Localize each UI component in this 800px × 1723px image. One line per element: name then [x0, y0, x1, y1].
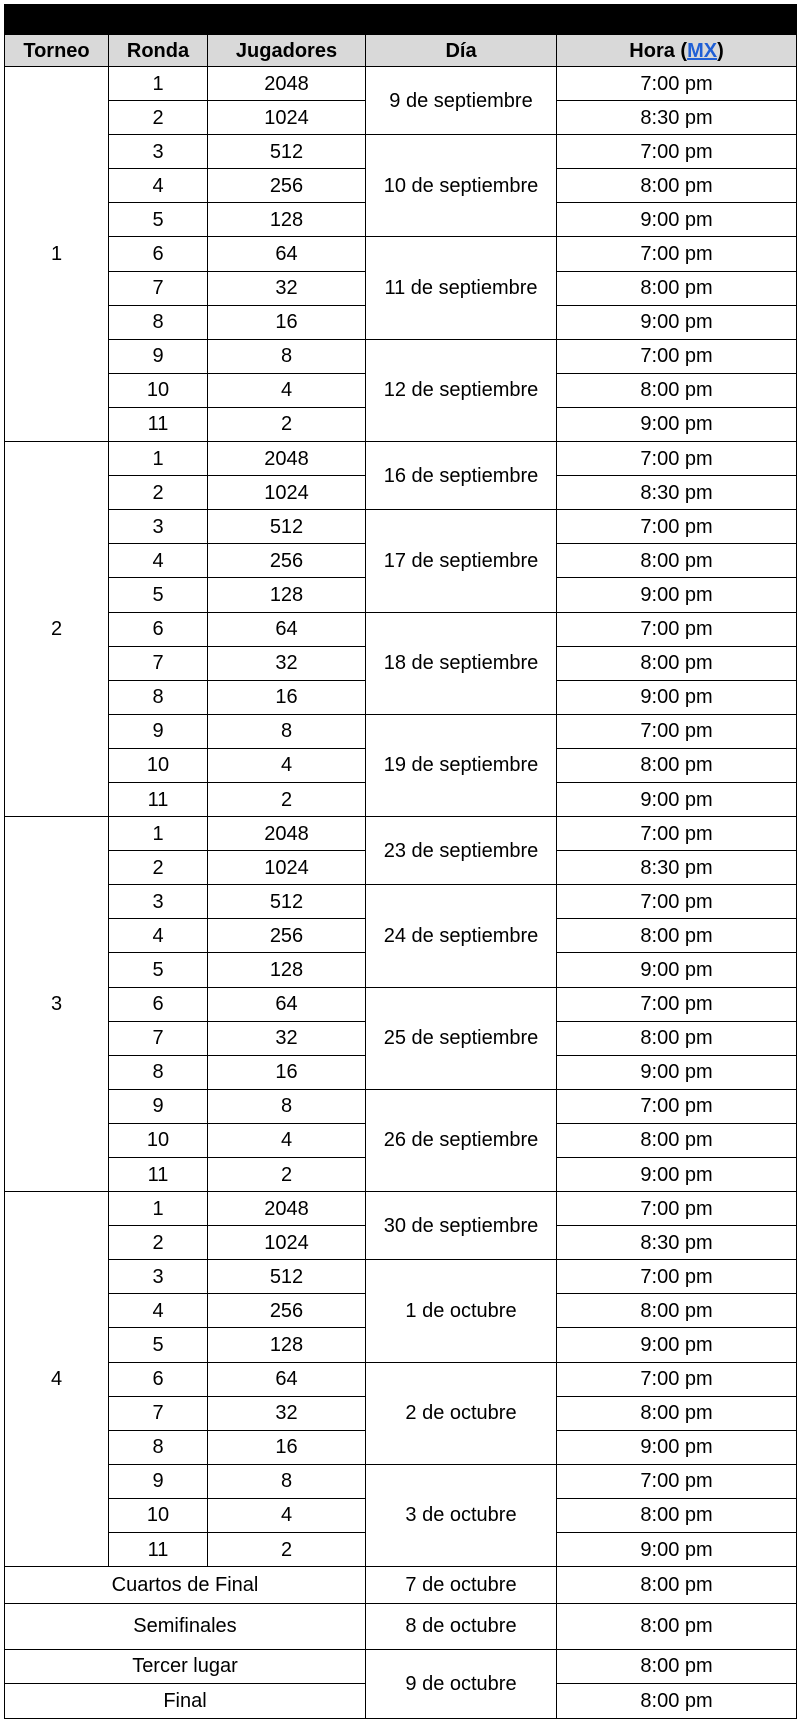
ronda-cell: 1 — [109, 67, 208, 101]
hora-cell: 8:00 pm — [557, 1649, 797, 1684]
hora-cell: 7:00 pm — [557, 1089, 797, 1123]
ronda-cell: 3 — [109, 885, 208, 919]
dia-cell: 25 de septiembre — [366, 987, 557, 1089]
jugadores-cell: 512 — [208, 510, 366, 544]
table-row — [5, 1603, 797, 1649]
header-torneo: Torneo — [5, 35, 109, 67]
hora-cell: 8:00 pm — [557, 1123, 797, 1157]
hora-cell: 7:00 pm — [557, 817, 797, 851]
dia-cell: 16 de septiembre — [366, 442, 557, 510]
hora-cell: 9:00 pm — [557, 1328, 797, 1362]
schedule-body — [5, 67, 797, 1719]
fase-cell: Cuartos de Final — [5, 1567, 366, 1604]
dia-cell: 9 de septiembre — [366, 67, 557, 135]
ronda-cell: 2 — [109, 476, 208, 510]
dia-cell: 3 de octubre — [366, 1464, 557, 1566]
table-row — [5, 237, 797, 271]
table-row — [5, 612, 797, 646]
fase-cell: Tercer lugar — [5, 1649, 366, 1684]
jugadores-cell: 256 — [208, 544, 366, 578]
fase-cell: Semifinales — [5, 1603, 366, 1649]
jugadores-cell: 64 — [208, 237, 366, 271]
hora-cell: 8:00 pm — [557, 1567, 797, 1604]
hora-cell: 9:00 pm — [557, 953, 797, 987]
jugadores-cell: 128 — [208, 1328, 366, 1362]
hora-cell: 8:00 pm — [557, 169, 797, 203]
jugadores-cell: 32 — [208, 1396, 366, 1430]
jugadores-cell: 64 — [208, 987, 366, 1021]
ronda-cell: 4 — [109, 1294, 208, 1328]
torneo-cell: 4 — [5, 1192, 109, 1567]
table-row — [5, 1260, 797, 1294]
dia-cell: 7 de octubre — [366, 1567, 557, 1604]
table-title-bar — [5, 5, 797, 35]
schedule-table — [4, 4, 797, 1719]
ronda-cell: 2 — [109, 101, 208, 135]
hora-cell: 8:00 pm — [557, 748, 797, 782]
ronda-cell: 8 — [109, 305, 208, 339]
ronda-cell: 10 — [109, 1123, 208, 1157]
hora-cell: 7:00 pm — [557, 714, 797, 748]
jugadores-cell: 8 — [208, 339, 366, 373]
ronda-cell: 4 — [109, 544, 208, 578]
table-row — [5, 987, 797, 1021]
hora-cell: 8:30 pm — [557, 851, 797, 885]
table-row — [5, 1089, 797, 1123]
hora-cell: 7:00 pm — [557, 135, 797, 169]
hora-cell: 7:00 pm — [557, 1192, 797, 1226]
table-row — [5, 1649, 797, 1684]
jugadores-cell: 1024 — [208, 101, 366, 135]
jugadores-cell: 4 — [208, 373, 366, 407]
jugadores-cell: 512 — [208, 1260, 366, 1294]
table-row — [5, 442, 797, 476]
ronda-cell: 9 — [109, 1464, 208, 1498]
hora-cell: 9:00 pm — [557, 782, 797, 816]
header-ronda: Ronda — [109, 35, 208, 67]
hora-cell: 9:00 pm — [557, 1055, 797, 1089]
hora-cell: 7:00 pm — [557, 339, 797, 373]
jugadores-cell: 4 — [208, 748, 366, 782]
ronda-cell: 7 — [109, 646, 208, 680]
ronda-cell: 9 — [109, 714, 208, 748]
jugadores-cell: 2048 — [208, 67, 366, 101]
jugadores-cell: 256 — [208, 919, 366, 953]
jugadores-cell: 4 — [208, 1123, 366, 1157]
hora-cell: 9:00 pm — [557, 1158, 797, 1192]
ronda-cell: 6 — [109, 237, 208, 271]
hora-cell: 8:30 pm — [557, 101, 797, 135]
ronda-cell: 3 — [109, 510, 208, 544]
ronda-cell: 5 — [109, 953, 208, 987]
ronda-cell: 2 — [109, 1226, 208, 1260]
ronda-cell: 4 — [109, 169, 208, 203]
jugadores-cell: 64 — [208, 612, 366, 646]
dia-cell: 18 de septiembre — [366, 612, 557, 714]
hora-cell: 8:30 pm — [557, 1226, 797, 1260]
ronda-cell: 6 — [109, 612, 208, 646]
hora-cell: 7:00 pm — [557, 237, 797, 271]
dia-cell: 30 de septiembre — [366, 1192, 557, 1260]
ronda-cell: 8 — [109, 1430, 208, 1464]
jugadores-cell: 16 — [208, 1430, 366, 1464]
hora-cell: 8:30 pm — [557, 476, 797, 510]
ronda-cell: 4 — [109, 919, 208, 953]
ronda-cell: 11 — [109, 1158, 208, 1192]
jugadores-cell: 2048 — [208, 817, 366, 851]
table-row — [5, 885, 797, 919]
header-hora — [557, 35, 797, 67]
hora-cell: 8:00 pm — [557, 271, 797, 305]
ronda-cell: 10 — [109, 1498, 208, 1532]
hora-cell: 9:00 pm — [557, 680, 797, 714]
table-title-row — [5, 5, 797, 35]
ronda-cell: 10 — [109, 748, 208, 782]
table-row — [5, 817, 797, 851]
dia-cell: 2 de octubre — [366, 1362, 557, 1464]
ronda-cell: 7 — [109, 271, 208, 305]
jugadores-cell: 32 — [208, 1021, 366, 1055]
jugadores-cell: 512 — [208, 135, 366, 169]
jugadores-cell: 16 — [208, 305, 366, 339]
ronda-cell: 10 — [109, 373, 208, 407]
table-row — [5, 510, 797, 544]
table-row — [5, 339, 797, 373]
header-dia: Día — [366, 35, 557, 67]
table-row — [5, 1362, 797, 1396]
dia-cell: 24 de septiembre — [366, 885, 557, 987]
ronda-cell: 1 — [109, 817, 208, 851]
table-row — [5, 1567, 797, 1604]
header-hora-suffix: ) — [717, 39, 724, 62]
hora-cell: 7:00 pm — [557, 1464, 797, 1498]
jugadores-cell: 2 — [208, 407, 366, 441]
ronda-cell: 5 — [109, 1328, 208, 1362]
hora-cell: 7:00 pm — [557, 987, 797, 1021]
jugadores-cell: 2 — [208, 1533, 366, 1567]
jugadores-cell: 512 — [208, 885, 366, 919]
fase-cell: Final — [5, 1684, 366, 1719]
hora-cell: 7:00 pm — [557, 1362, 797, 1396]
hora-cell: 8:00 pm — [557, 1498, 797, 1532]
ronda-cell: 7 — [109, 1021, 208, 1055]
table-row — [5, 1192, 797, 1226]
jugadores-cell: 4 — [208, 1498, 366, 1532]
jugadores-cell: 8 — [208, 1464, 366, 1498]
hora-cell: 8:00 pm — [557, 373, 797, 407]
ronda-cell: 3 — [109, 135, 208, 169]
hora-cell: 9:00 pm — [557, 1533, 797, 1567]
ronda-cell: 5 — [109, 203, 208, 237]
hora-cell: 8:00 pm — [557, 646, 797, 680]
jugadores-cell: 2048 — [208, 1192, 366, 1226]
dia-cell: 10 de septiembre — [366, 135, 557, 237]
hora-cell: 8:00 pm — [557, 1396, 797, 1430]
dia-cell: 17 de septiembre — [366, 510, 557, 612]
hora-cell: 7:00 pm — [557, 442, 797, 476]
hora-cell: 8:00 pm — [557, 1684, 797, 1719]
ronda-cell: 5 — [109, 578, 208, 612]
ronda-cell: 8 — [109, 680, 208, 714]
jugadores-cell: 32 — [208, 271, 366, 305]
jugadores-cell: 32 — [208, 646, 366, 680]
ronda-cell: 11 — [109, 782, 208, 816]
jugadores-cell: 256 — [208, 169, 366, 203]
jugadores-cell: 8 — [208, 714, 366, 748]
ronda-cell: 1 — [109, 442, 208, 476]
jugadores-cell: 128 — [208, 203, 366, 237]
table-row — [5, 1464, 797, 1498]
ronda-cell: 1 — [109, 1192, 208, 1226]
ronda-cell: 6 — [109, 987, 208, 1021]
ronda-cell: 3 — [109, 1260, 208, 1294]
dia-cell: 26 de septiembre — [366, 1089, 557, 1191]
header-hora-prefix: Hora ( — [629, 39, 688, 62]
ronda-cell: 11 — [109, 407, 208, 441]
hora-cell: 9:00 pm — [557, 305, 797, 339]
jugadores-cell: 16 — [208, 680, 366, 714]
table-header-row — [5, 35, 797, 67]
ronda-cell: 7 — [109, 1396, 208, 1430]
hora-cell: 7:00 pm — [557, 510, 797, 544]
hora-cell: 8:00 pm — [557, 1021, 797, 1055]
hora-cell: 7:00 pm — [557, 885, 797, 919]
dia-cell: 9 de octubre — [366, 1649, 557, 1718]
jugadores-cell: 2 — [208, 782, 366, 816]
jugadores-cell: 1024 — [208, 851, 366, 885]
jugadores-cell: 2 — [208, 1158, 366, 1192]
torneo-cell: 3 — [5, 817, 109, 1192]
ronda-cell: 9 — [109, 1089, 208, 1123]
hora-cell: 8:00 pm — [557, 1294, 797, 1328]
table-row — [5, 135, 797, 169]
hora-cell: 8:00 pm — [557, 1603, 797, 1649]
hora-cell: 9:00 pm — [557, 203, 797, 237]
hora-cell: 7:00 pm — [557, 1260, 797, 1294]
jugadores-cell: 128 — [208, 578, 366, 612]
ronda-cell: 8 — [109, 1055, 208, 1089]
hora-cell: 9:00 pm — [557, 1430, 797, 1464]
dia-cell: 19 de septiembre — [366, 714, 557, 816]
hora-cell: 7:00 pm — [557, 67, 797, 101]
dia-cell: 8 de octubre — [366, 1603, 557, 1649]
hora-cell: 8:00 pm — [557, 919, 797, 953]
ronda-cell: 2 — [109, 851, 208, 885]
table-row — [5, 714, 797, 748]
jugadores-cell: 16 — [208, 1055, 366, 1089]
jugadores-cell: 256 — [208, 1294, 366, 1328]
jugadores-cell: 8 — [208, 1089, 366, 1123]
dia-cell: 23 de septiembre — [366, 817, 557, 885]
dia-cell: 11 de septiembre — [366, 237, 557, 339]
hora-cell: 7:00 pm — [557, 612, 797, 646]
jugadores-cell: 1024 — [208, 1226, 366, 1260]
jugadores-cell: 1024 — [208, 476, 366, 510]
jugadores-cell: 2048 — [208, 442, 366, 476]
mx-timezone-link[interactable]: MX — [687, 39, 718, 62]
ronda-cell: 6 — [109, 1362, 208, 1396]
table-row — [5, 67, 797, 101]
hora-cell: 9:00 pm — [557, 578, 797, 612]
dia-cell: 1 de octubre — [366, 1260, 557, 1362]
dia-cell: 12 de septiembre — [366, 339, 557, 441]
jugadores-cell: 64 — [208, 1362, 366, 1396]
jugadores-cell: 128 — [208, 953, 366, 987]
hora-cell: 8:00 pm — [557, 544, 797, 578]
torneo-cell: 1 — [5, 67, 109, 442]
torneo-cell: 2 — [5, 442, 109, 817]
ronda-cell: 9 — [109, 339, 208, 373]
ronda-cell: 11 — [109, 1533, 208, 1567]
hora-cell: 9:00 pm — [557, 407, 797, 441]
header-jugadores: Jugadores — [208, 35, 366, 67]
